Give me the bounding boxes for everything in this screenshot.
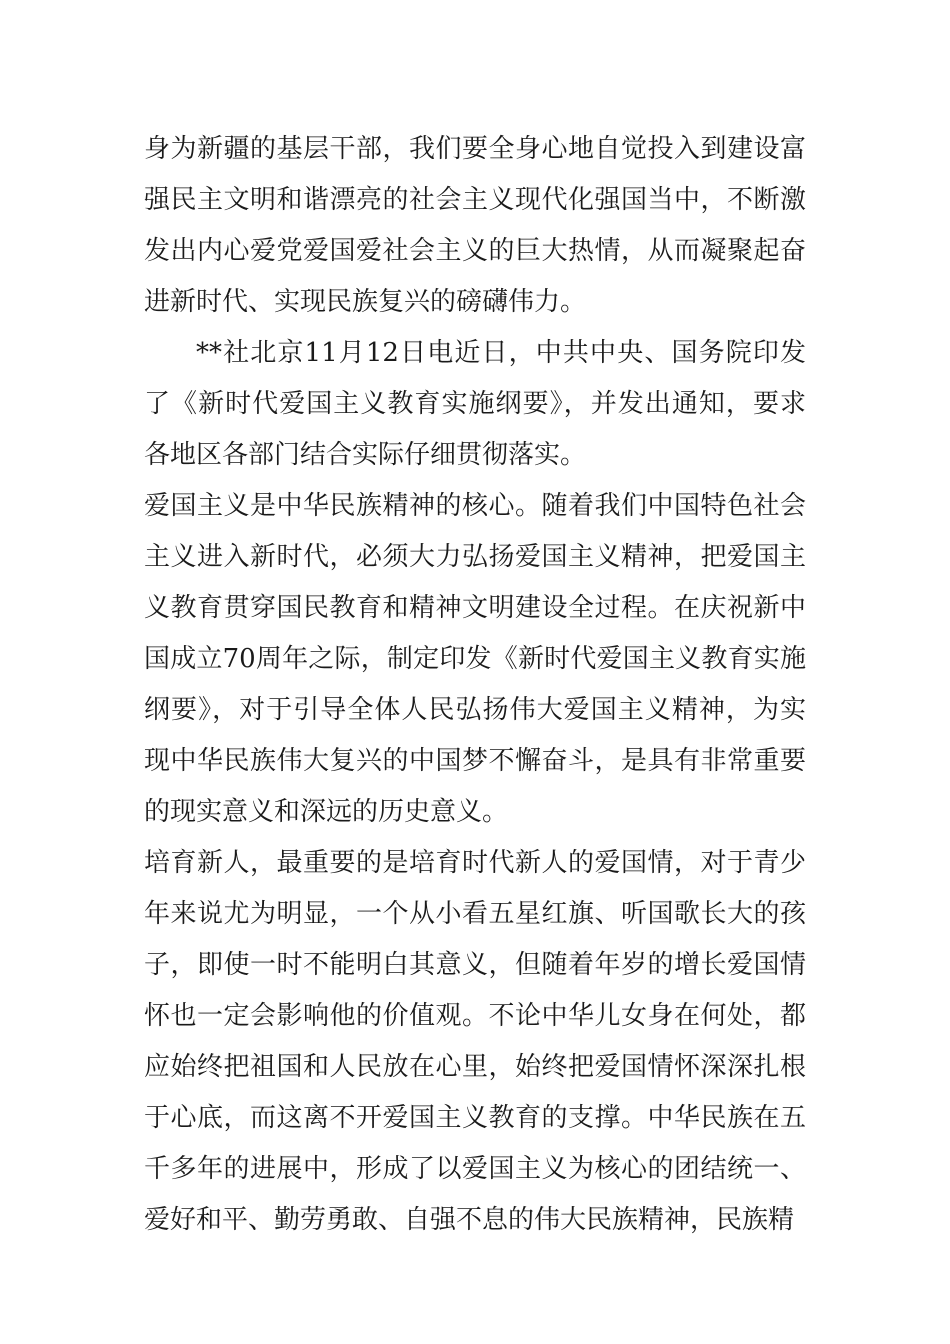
paragraph-4: 培育新人，最重要的是培育时代新人的爱国情，对于青少年来说尤为明显，一个从小看五星红旗、听国歌长大的孩子，即使一时不能明白其意义，但随着年岁的增长爱国情怀也一定会影响他的价值观。不论中华儿女身在何处，都应始终把祖国和人民放在心里，始终把爱国情怀深深扎根于心底，而这离不开爱国主义教育的支撑。中华民族在五千多年的进展中，形成了以爱国主义为核心的团结统一、爱好和平、勤劳勇敢、自强不息的伟大民族精神，民族精 [144, 848, 806, 1235]
document-body [144, 124, 806, 1246]
paragraph-2: **社北京11月12日电近日，中共中央、国务院印发了《新时代爱国主义教育实施纲要》，并发出通知，要求各地区各部门结合实际仔细贯彻落实。 [144, 338, 806, 470]
paragraph-1: 身为新疆的基层干部，我们要全身心地自觉投入到建设富强民主文明和谐漂亮的社会主义现代化强国当中，不断激发出内心爱党爱国爱社会主义的巨大热情，从而凝聚起奋进新时代、实现民族复兴的磅礴伟力。 [144, 134, 806, 317]
paragraph-3: 爱国主义是中华民族精神的核心。随着我们中国特色社会主义进入新时代，必须大力弘扬爱国主义精神，把爱国主义教育贯穿国民教育和精神文明建设全过程。在庆祝新中国成立70周年之际，制定印发《新时代爱国主义教育实施纲要》，对于引导全体人民弘扬伟大爱国主义精神，为实现中华民族伟大复兴的中国梦不懈奋斗，是具有非常重要的现实意义和深远的历史意义。 [144, 491, 806, 827]
